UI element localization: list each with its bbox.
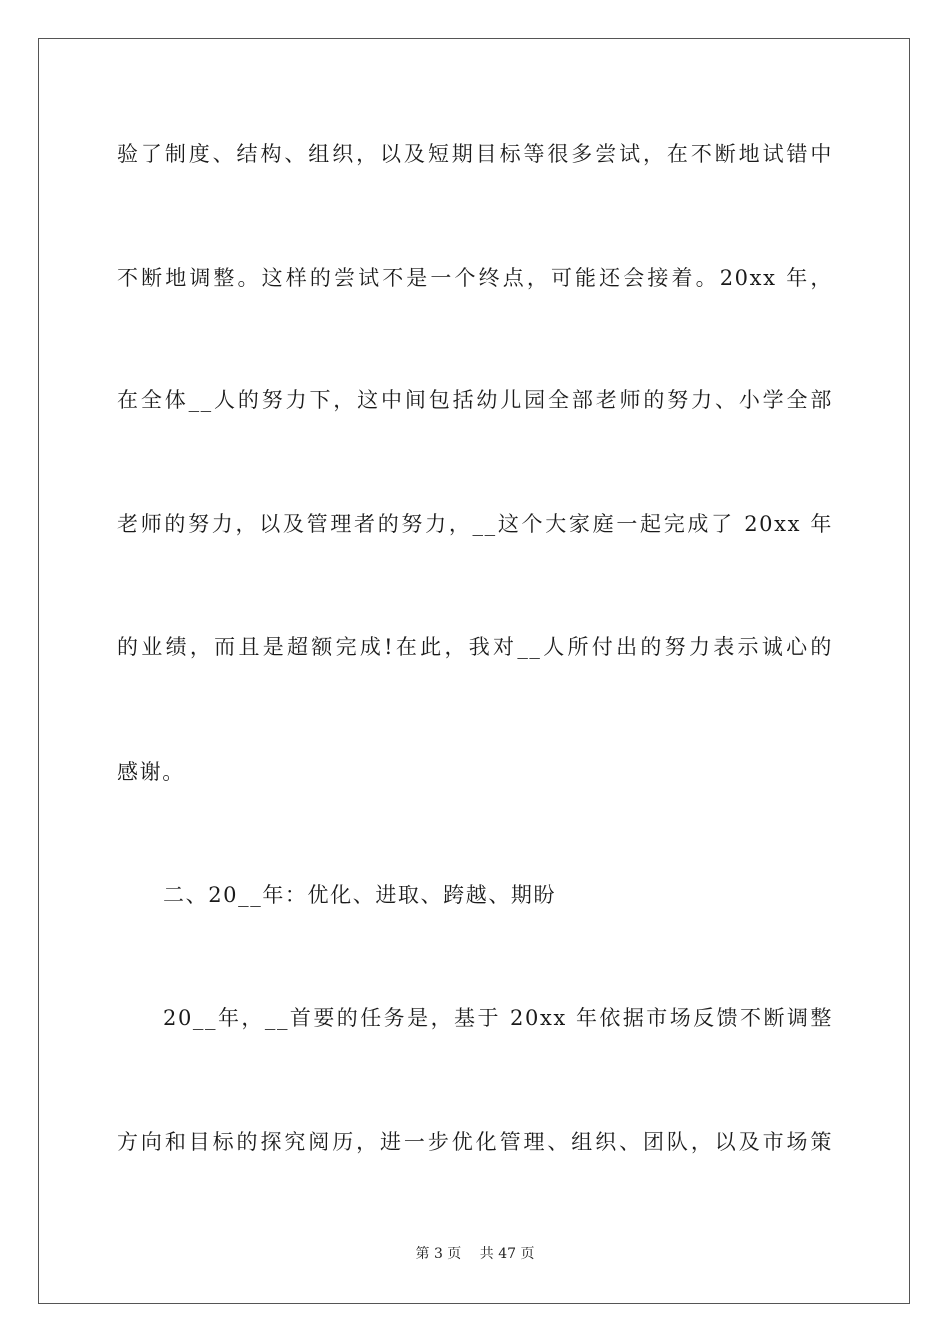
- page-border: [38, 38, 910, 1304]
- body-text-line: 不断地调整。这样的尝试不是一个终点，可能还会接着。20xx 年，: [117, 266, 833, 290]
- body-text-line: 感谢。: [117, 760, 185, 784]
- page-footer: [0, 1244, 950, 1264]
- body-text-line: 方向和目标的探究阅历，进一步优化管理、组织、团队，以及市场策: [117, 1130, 833, 1154]
- page-number-total: 共 47 页: [479, 1246, 535, 1262]
- page-number-current: 第 3 页: [415, 1246, 462, 1262]
- body-text-line: 的业绩，而且是超额完成!在此，我对__人所付出的努力表示诚心的: [117, 635, 833, 659]
- body-text-line: 验了制度、结构、组织，以及短期目标等很多尝试，在不断地试错中: [117, 142, 833, 166]
- body-text-line: 20__年，__首要的任务是，基于 20xx 年依据市场反馈不断调整: [163, 1006, 833, 1030]
- section-heading: 二、20__年：优化、进取、跨越、期盼: [163, 883, 557, 907]
- body-text-line: 在全体__人的努力下，这中间包括幼儿园全部老师的努力、小学全部: [117, 388, 833, 412]
- body-text-line: 老师的努力，以及管理者的努力，__这个大家庭一起完成了 20xx 年: [117, 512, 833, 536]
